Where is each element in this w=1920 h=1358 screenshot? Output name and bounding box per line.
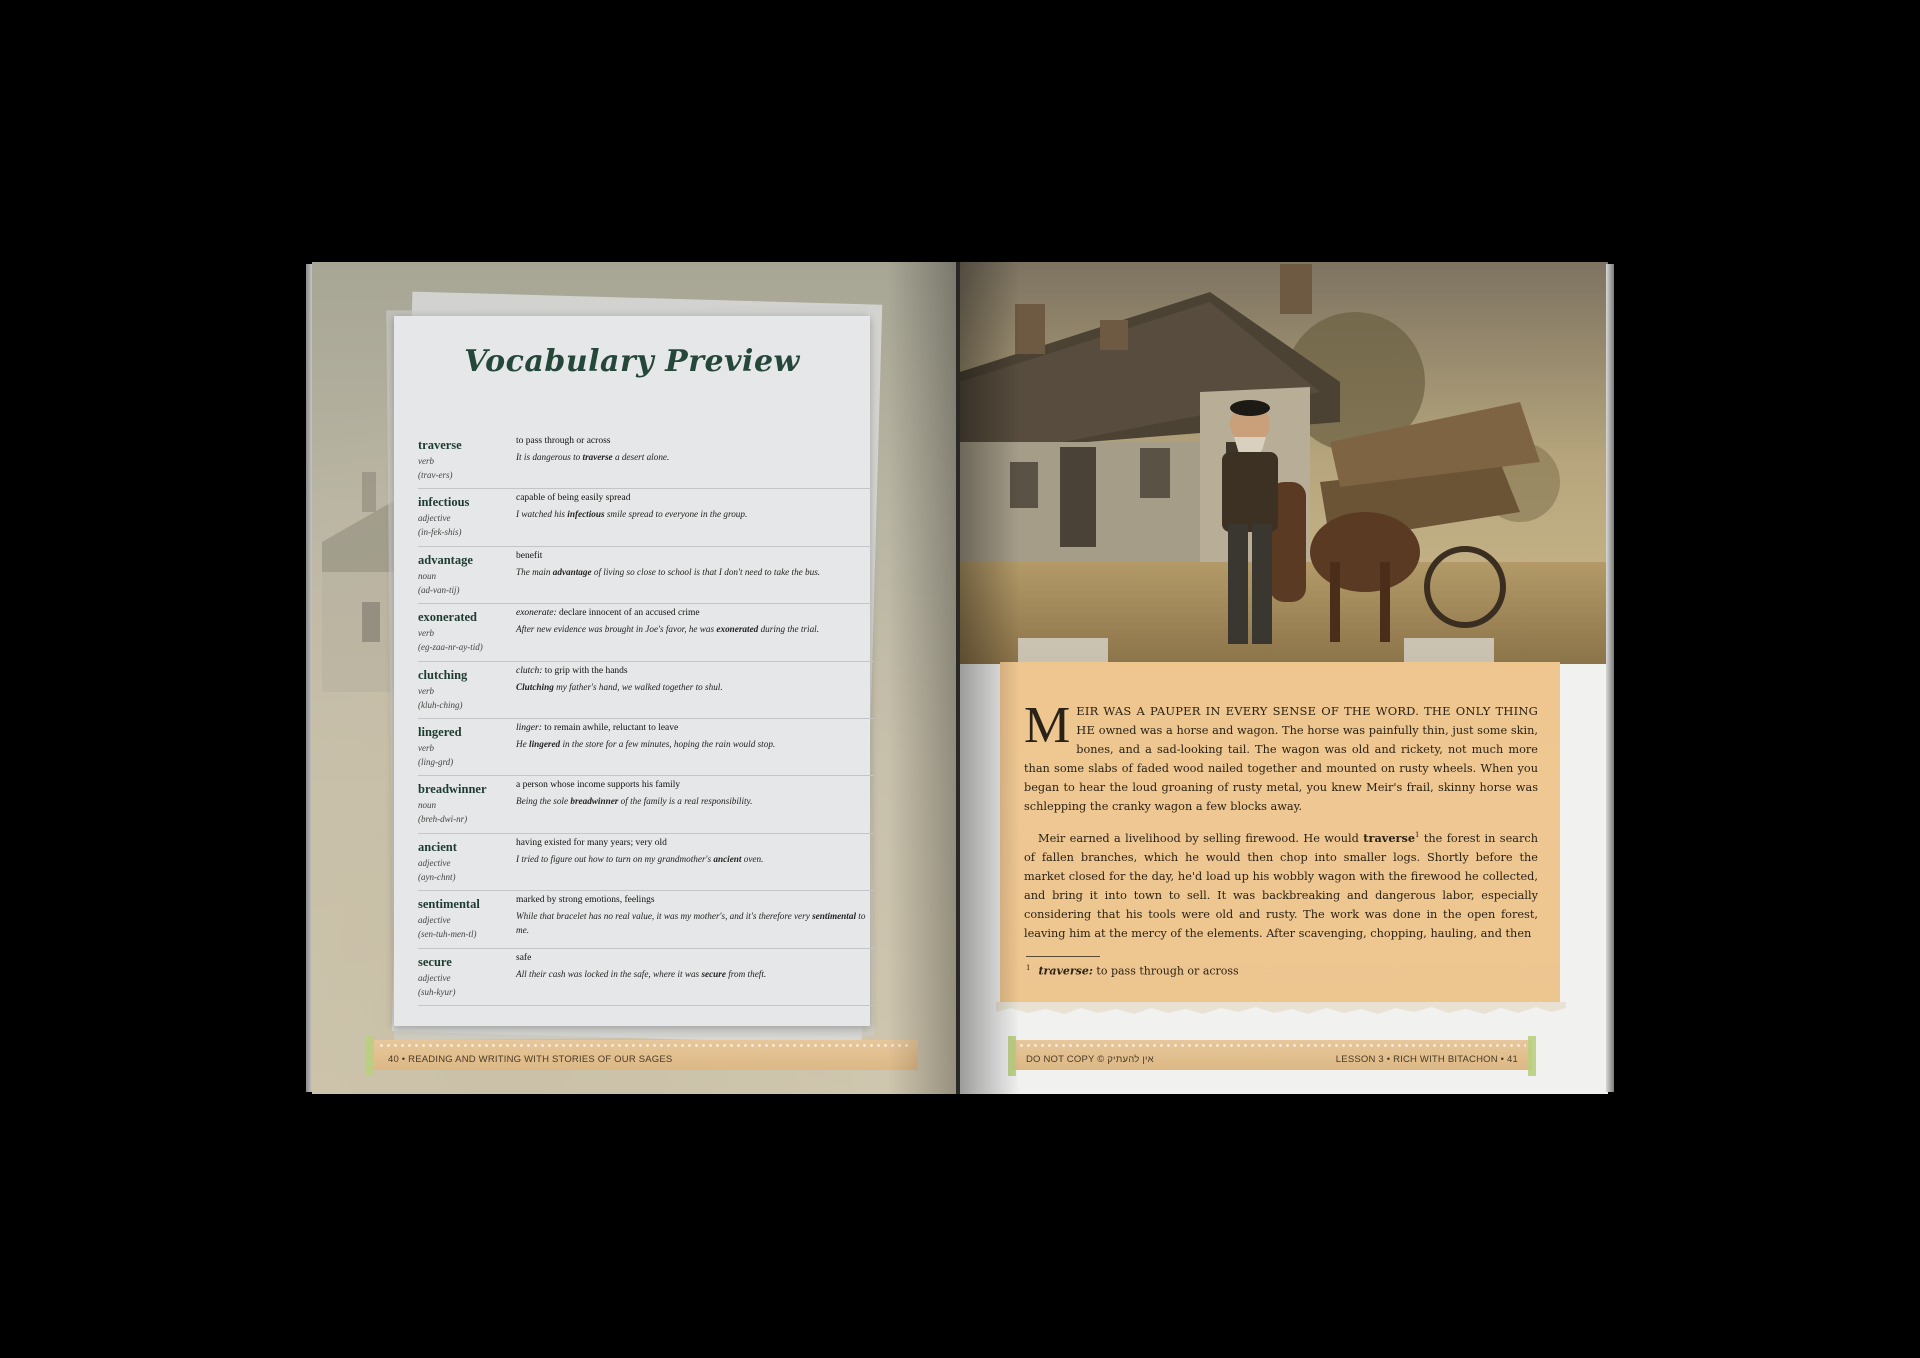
vocab-example: All their cash was locked in the safe, where it was secure from theft. — [516, 968, 767, 979]
vocab-part-of-speech: verb — [418, 628, 434, 639]
vocab-pronunciation: (eg-zaa-nr-ay-tid) — [418, 642, 483, 653]
vocab-row — [418, 432, 874, 489]
vocab-row — [418, 604, 874, 661]
story-paragraph-2: Meir earned a livelihood by selling firewood. He would traverse$^1$ the forest in search of fallen branches, which he would then chop into smaller logs. Shortly before the market closed for the day, he'd load up his wobbly wagon with the firewood he collected, and bring it into town to sell. It was backbreaking and dangerous labor, especially considering that his tools were old and rusty. The work was done in the open forest, leaving him at the mercy of the elements. After scavenging, chopping, hauling, and then — [1024, 830, 1538, 940]
vocab-definition: a person whose income supports his family — [516, 780, 681, 791]
vocab-row — [418, 662, 874, 719]
vocab-pronunciation: (suh-kyur) — [418, 986, 456, 997]
vocab-definition: exonerate: declare innocent of an accused crime — [516, 608, 700, 619]
vocab-pronunciation: (kluh-ching) — [418, 699, 463, 710]
vocab-pronunciation: (ayn-chnt) — [418, 871, 456, 882]
vocab-example: The main advantage of living so close to school is that I don't need to take the bus. — [516, 566, 821, 577]
torn-paper-edge — [996, 1002, 1566, 1016]
vocab-word: breadwinner — [418, 782, 487, 797]
page-edge-right — [1606, 264, 1614, 1092]
vocab-row — [418, 719, 874, 776]
vocab-row — [418, 891, 874, 948]
vocab-row — [418, 489, 874, 546]
vocab-word: secure — [418, 954, 452, 969]
vocab-definition: safe — [516, 952, 532, 963]
vocab-row — [418, 547, 874, 604]
vocab-part-of-speech: verb — [418, 685, 434, 696]
vocabulary-title: Vocabulary Preview — [464, 344, 800, 379]
vocab-word: sentimental — [418, 897, 480, 912]
vocab-definition: benefit — [516, 550, 543, 561]
vocab-part-of-speech: adjective — [418, 513, 451, 524]
vocab-word: lingered — [418, 724, 462, 739]
vocab-part-of-speech: noun — [418, 800, 436, 811]
vocab-part-of-speech: verb — [418, 456, 434, 466]
vocab-definition: marked by strong emotions, feelings — [516, 895, 655, 906]
vocab-row — [418, 949, 874, 1006]
story-text — [1024, 697, 1538, 953]
vocab-part-of-speech: adjective — [418, 972, 451, 983]
vocabulary-sheet — [394, 316, 870, 1026]
story-illustration — [960, 262, 1608, 664]
footer-copyright: DO NOT COPY © אין להעתיק — [1026, 1054, 1154, 1065]
right-page — [960, 262, 1608, 1094]
vocab-part-of-speech: noun — [418, 570, 436, 581]
vocab-word: infectious — [418, 495, 470, 510]
footnote: $^1$ traverse: to pass through or across — [1026, 964, 1239, 978]
vocab-part-of-speech: adjective — [418, 857, 451, 868]
vocab-example: While that bracelet has no real value, it was my mother's, and it's therefore very sentimental to me. — [516, 911, 866, 936]
vocab-pronunciation: (sen-tuh-men-tl) — [418, 929, 477, 940]
vocab-pronunciation: (in-fek-shis) — [418, 527, 462, 538]
vocab-row — [418, 834, 874, 891]
tape-tab — [1008, 1036, 1016, 1076]
left-page — [312, 262, 958, 1094]
vocab-pronunciation: (trav-ers) — [418, 470, 453, 480]
footer-left-page: 40 • READING AND WRITING WITH STORIES OF OUR SAGES — [388, 1054, 673, 1065]
footer-strip-left — [372, 1040, 918, 1070]
vocab-definition: capable of being easily spread — [516, 493, 631, 504]
vocab-word: exonerated — [418, 610, 478, 625]
vocab-definition: to pass through or across — [516, 436, 611, 446]
vocab-example: He lingered in the store for a few minutes, hoping the rain would stop. — [516, 738, 776, 749]
drop-cap: M — [1024, 697, 1071, 754]
vocab-definition: clutch: to grip with the hands — [516, 665, 628, 676]
vocab-example: After new evidence was brought in Joe's favor, he was exonerated during the trial. — [516, 624, 820, 635]
vocab-pronunciation: (ad-van-tij) — [418, 584, 460, 595]
tape-tab — [366, 1036, 374, 1076]
vocab-pronunciation: (breh-dwi-nr) — [418, 814, 468, 825]
vocab-definition: having existed for many years; very old — [516, 837, 667, 848]
vocab-definition: linger: to remain awhile, reluctant to leave — [516, 722, 679, 733]
vocab-word: ancient — [418, 839, 457, 854]
footer-strip-right — [1012, 1040, 1532, 1070]
vocab-part-of-speech: verb — [418, 742, 434, 753]
vocab-example: Being the sole breadwinner of the family is a real responsibility. — [516, 796, 753, 807]
story-paragraph-1: MEIR WAS A PAUPER IN EVERY SENSE OF THE WORD. THE ONLY THING HE owned was a horse and wagon. The horse was painfully thin, just some skin, bones, and a sad-looking tail. The wagon was old and rickety, not much more than some slabs of faded wood nailed together and mounted on rusty wheels. When you began to hear the loud groaning of rusty metal, you knew Meir's frail, skinny horse was schlepping the cranky wagon a few blocks away. — [1024, 697, 1538, 813]
vocab-term-traverse: traverse — [1363, 830, 1416, 845]
vocab-example: I tried to figure out how to turn on my grandmother's ancient oven. — [516, 853, 764, 864]
footnote-rule — [1026, 956, 1100, 957]
vocab-pronunciation: (ling-grd) — [418, 756, 454, 767]
vocab-example: Clutching my father's hand, we walked together to shul. — [516, 681, 723, 692]
footer-right-page: LESSON 3 • RICH WITH BITACHON • 41 — [1335, 1054, 1518, 1065]
tape-tab — [1528, 1036, 1536, 1076]
vocab-row — [418, 776, 874, 833]
vocab-word: advantage — [418, 552, 473, 567]
open-book — [312, 262, 1608, 1094]
vocab-word: clutching — [418, 667, 468, 682]
vocab-example: It is dangerous to traverse a desert alone. — [516, 452, 670, 462]
vocab-example: I watched his infectious smile spread to everyone in the group. — [516, 509, 748, 520]
vocab-part-of-speech: adjective — [418, 915, 451, 926]
vocabulary-list — [418, 432, 874, 1006]
vocab-word: traverse — [418, 438, 462, 452]
